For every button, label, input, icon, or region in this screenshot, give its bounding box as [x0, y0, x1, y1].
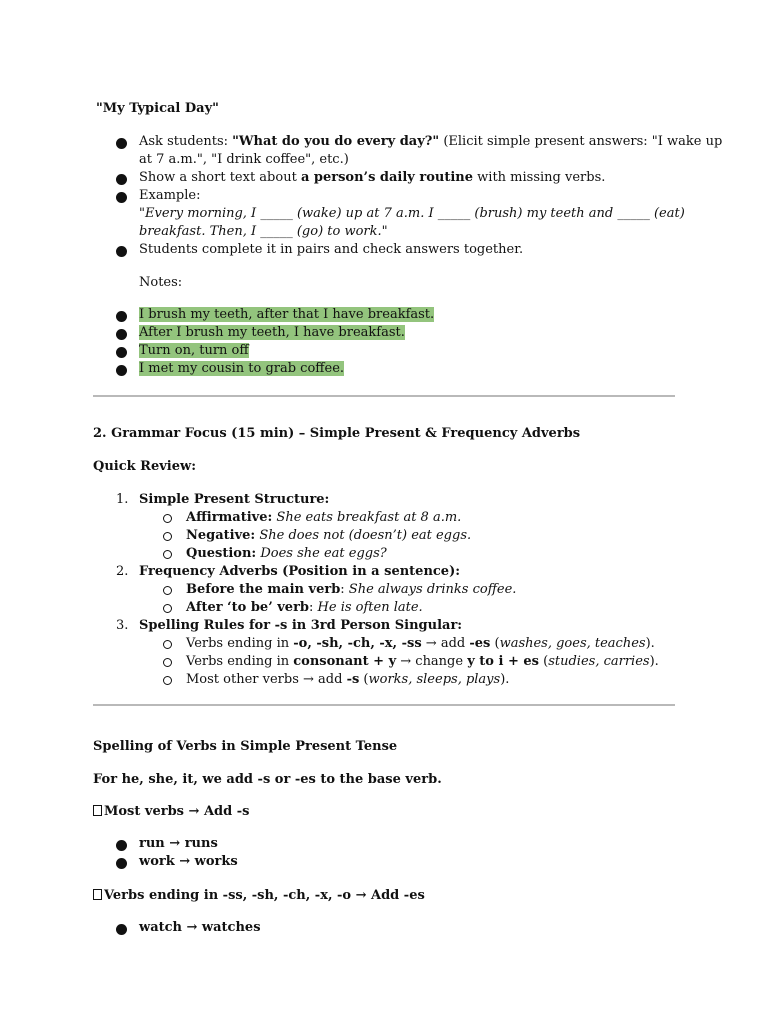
list-number: 2.	[116, 564, 129, 579]
spelling-rule-y-to-i: Verbs ending in consonant + y → change y to i + es (studies, carries).	[186, 654, 659, 669]
section-title-spelling: Spelling of Verbs in Simple Present Tense	[93, 739, 398, 754]
note-item	[139, 324, 405, 342]
highlighted-text: Turn on, turn off	[139, 343, 249, 358]
sub-item-question: Question: Does she eat eggs?	[186, 546, 387, 561]
circle-bullet-icon	[163, 640, 172, 649]
note-item	[139, 360, 344, 378]
subheading-es-verbs: Verbs ending in -ss, -sh, -ch, -x, -o → Add -es	[93, 887, 425, 905]
list-item-title: Frequency Adverbs (Position in a sentence):	[139, 564, 461, 579]
highlighted-text: After I brush my teeth, I have breakfast.	[139, 325, 405, 340]
circle-bullet-icon	[163, 676, 172, 685]
note-item	[139, 342, 249, 360]
bullet-icon	[116, 174, 127, 185]
circle-bullet-icon	[163, 550, 172, 559]
section-title-grammar-focus: 2. Grammar Focus (15 min) – Simple Present & Frequency Adverbs	[93, 426, 581, 441]
list-item: Students complete it in pairs and check answers together.	[139, 242, 524, 257]
circle-bullet-icon	[163, 514, 172, 523]
sub-item-after-to-be: After ‘to be’ verb: He is often late.	[186, 600, 423, 615]
circle-bullet-icon	[163, 586, 172, 595]
notes-label: Notes:	[139, 275, 183, 290]
bullet-icon	[116, 138, 127, 149]
sub-item-negative: Negative: She does not (doesn’t) eat eggs.	[186, 528, 472, 543]
bullet-icon	[116, 347, 127, 358]
list-number: 3.	[116, 618, 129, 633]
list-item-title: Simple Present Structure:	[139, 492, 330, 507]
bullet-icon	[116, 924, 127, 935]
list-number: 1.	[116, 492, 129, 507]
spelling-intro: For he, she, it, we add -s or -es to the base verb.	[93, 772, 442, 787]
bullet-icon	[116, 192, 127, 203]
sub-item-affirmative: Affirmative: She eats breakfast at 8 a.m.	[186, 510, 462, 525]
sub-item-before-main-verb: Before the main verb: She always drinks coffee.	[186, 582, 517, 597]
bullet-icon	[116, 329, 127, 340]
bullet-icon	[116, 365, 127, 376]
bullet-icon	[116, 858, 127, 869]
bullet-icon	[116, 840, 127, 851]
example-text-line-1: "Every morning, I _____ (wake) up at 7 a.m. I _____ (brush) my teeth and _____ (eat)	[139, 206, 685, 221]
bullet-icon	[116, 311, 127, 322]
example-text-line-2: breakfast. Then, I _____ (go) to work."	[139, 224, 388, 239]
checkbox-icon	[93, 889, 102, 900]
spelling-rule-s: Most other verbs → add -s (works, sleeps, plays).	[186, 672, 510, 687]
circle-bullet-icon	[163, 658, 172, 667]
list-item: Show a short text about a person’s daily routine with missing verbs.	[139, 170, 606, 185]
subheading-most-verbs: Most verbs → Add -s	[93, 803, 249, 821]
spelling-rule-es: Verbs ending in -o, -sh, -ch, -x, -ss → add -es (washes, goes, teaches).	[186, 636, 655, 651]
section-title-my-typical-day: "My Typical Day"	[96, 101, 219, 116]
horizontal-divider	[93, 395, 675, 397]
quick-review-label: Quick Review:	[93, 459, 196, 474]
circle-bullet-icon	[163, 604, 172, 613]
list-item: Example:	[139, 188, 201, 203]
list-item: work → works	[139, 854, 238, 869]
bullet-icon	[116, 246, 127, 257]
note-item	[139, 306, 434, 324]
list-item: Ask students: "What do you do every day?" (Elicit simple present answers: "I wake up	[139, 134, 723, 149]
list-item: watch → watches	[139, 920, 261, 935]
list-item: run → runs	[139, 836, 218, 851]
checkbox-icon	[93, 805, 102, 816]
list-item-title: Spelling Rules for -s in 3rd Person Singular:	[139, 618, 463, 633]
highlighted-text: I met my cousin to grab coffee.	[139, 361, 345, 376]
list-item-continuation: at 7 a.m.", "I drink coffee", etc.)	[139, 152, 349, 167]
horizontal-divider	[93, 704, 675, 706]
highlighted-text: I brush my teeth, after that I have breakfast.	[139, 307, 435, 322]
circle-bullet-icon	[163, 532, 172, 541]
